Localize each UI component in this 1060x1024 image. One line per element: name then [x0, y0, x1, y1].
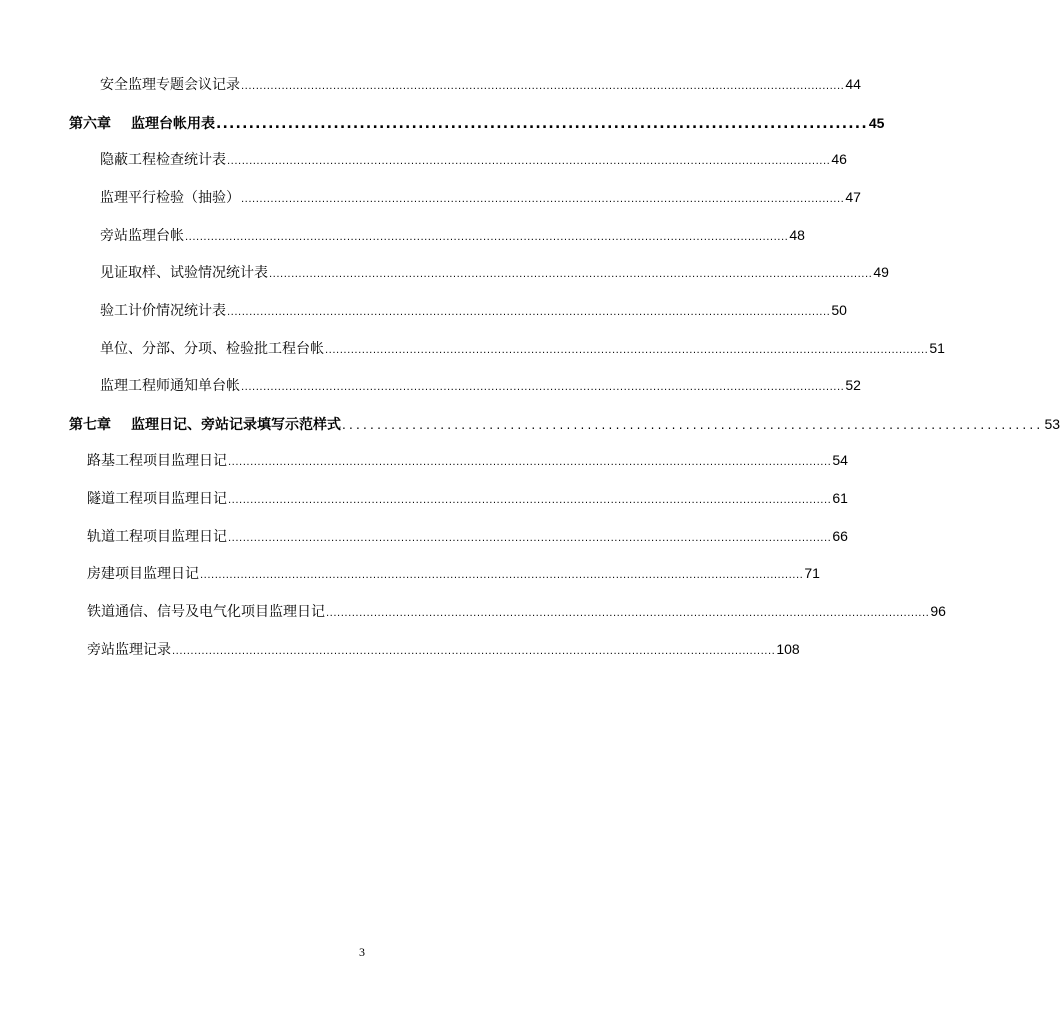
- toc-entry[interactable]: [87, 600, 946, 622]
- dot-leader: ....................................................................................................................................................................: [200, 570, 804, 581]
- toc-chapter-entry[interactable]: [69, 112, 885, 134]
- dot-leader: ....................................................................................................................................................................: [227, 307, 831, 318]
- toc-entry[interactable]: [87, 525, 848, 547]
- toc-entry[interactable]: [100, 299, 847, 321]
- toc-entry[interactable]: [100, 261, 889, 283]
- dot-leader: ....................................................................................................: [216, 116, 868, 132]
- dot-leader: ....................................................................................................................................................................: [228, 457, 832, 468]
- dot-leader: ....................................................................................................................................................................: [185, 232, 789, 243]
- toc-chapter-title: 监理日记、旁站记录填写示范样式: [131, 417, 341, 433]
- toc-entry-page: 96: [930, 603, 946, 619]
- toc-entry-title: 路基工程项目监理日记: [87, 453, 227, 469]
- toc-entry[interactable]: [100, 186, 861, 208]
- toc-entry-title: 见证取样、试验情况统计表: [100, 265, 268, 281]
- toc-entry-page: 71: [804, 565, 820, 581]
- toc-entry-page: 51: [929, 340, 945, 356]
- toc-entry-page: 108: [776, 641, 800, 657]
- toc-entry-title: 旁站监理记录: [87, 642, 171, 658]
- toc-chapter-page: 53: [1044, 416, 1060, 432]
- toc-entry-page: 54: [832, 452, 848, 468]
- dot-leader: ....................................................................................................................................................................: [326, 608, 930, 619]
- dot-leader: ....................................................................................................: [342, 418, 1044, 432]
- toc-entry-title: 监理平行检验（抽验）: [100, 190, 240, 206]
- toc-entry-title: 隧道工程项目监理日记: [87, 491, 227, 507]
- toc-entry-title: 隐蔽工程检查统计表: [100, 152, 226, 168]
- dot-leader: ....................................................................................................................................................................: [325, 345, 929, 356]
- dot-leader: ....................................................................................................................................................................: [241, 382, 845, 393]
- toc-entry-page: 48: [789, 227, 805, 243]
- toc-entry-page: 52: [845, 377, 861, 393]
- dot-leader: ....................................................................................................................................................................: [227, 156, 831, 167]
- dot-leader: ....................................................................................................................................................................: [269, 269, 873, 280]
- toc-entry-title: 轨道工程项目监理日记: [87, 529, 227, 545]
- toc-entry-title: 房建项目监理日记: [87, 566, 199, 582]
- dot-leader: ....................................................................................................................................................................: [241, 194, 845, 205]
- toc-entry-page: 44: [845, 76, 861, 92]
- toc-entry-page: 61: [832, 490, 848, 506]
- toc-entry[interactable]: [87, 487, 848, 509]
- toc-entry[interactable]: [100, 224, 805, 246]
- toc-entry-page: 47: [845, 189, 861, 205]
- toc-entry[interactable]: [87, 562, 820, 584]
- toc-entry[interactable]: [87, 638, 800, 660]
- dot-leader: ....................................................................................................................................................................: [228, 495, 832, 506]
- toc-entry[interactable]: [100, 337, 945, 359]
- toc-entry[interactable]: [87, 449, 848, 471]
- toc-entry-title: 铁道通信、信号及电气化项目监理日记: [87, 604, 325, 620]
- dot-leader: ....................................................................................................................................................................: [228, 533, 832, 544]
- toc-chapter-entry[interactable]: [69, 413, 1060, 435]
- dot-leader: ....................................................................................................................................................................: [241, 81, 845, 92]
- toc-chapter-number: 第七章: [69, 417, 111, 433]
- page-number: 3: [359, 945, 365, 959]
- toc-entry-title: 监理工程师通知单台帐: [100, 378, 240, 394]
- toc-entry-page: 49: [873, 264, 889, 280]
- toc-entry-title: 安全监理专题会议记录: [100, 77, 240, 93]
- dot-leader: ....................................................................................................................................................................: [172, 646, 776, 657]
- toc-entry[interactable]: [100, 148, 847, 170]
- toc-chapter-number: 第六章: [69, 116, 111, 132]
- toc-entry-title: 单位、分部、分项、检验批工程台帐: [100, 341, 324, 357]
- toc-entry-page: 50: [831, 302, 847, 318]
- toc-entry-title: 旁站监理台帐: [100, 228, 184, 244]
- toc-entry-page: 46: [831, 151, 847, 167]
- toc-entry-page: 66: [832, 528, 848, 544]
- toc-chapter-page: 45: [868, 115, 885, 131]
- toc-entry[interactable]: [100, 73, 861, 95]
- toc-chapter-title: 监理台帐用表: [131, 116, 215, 132]
- toc-entry-title: 验工计价情况统计表: [100, 303, 226, 319]
- toc-entry[interactable]: [100, 374, 861, 396]
